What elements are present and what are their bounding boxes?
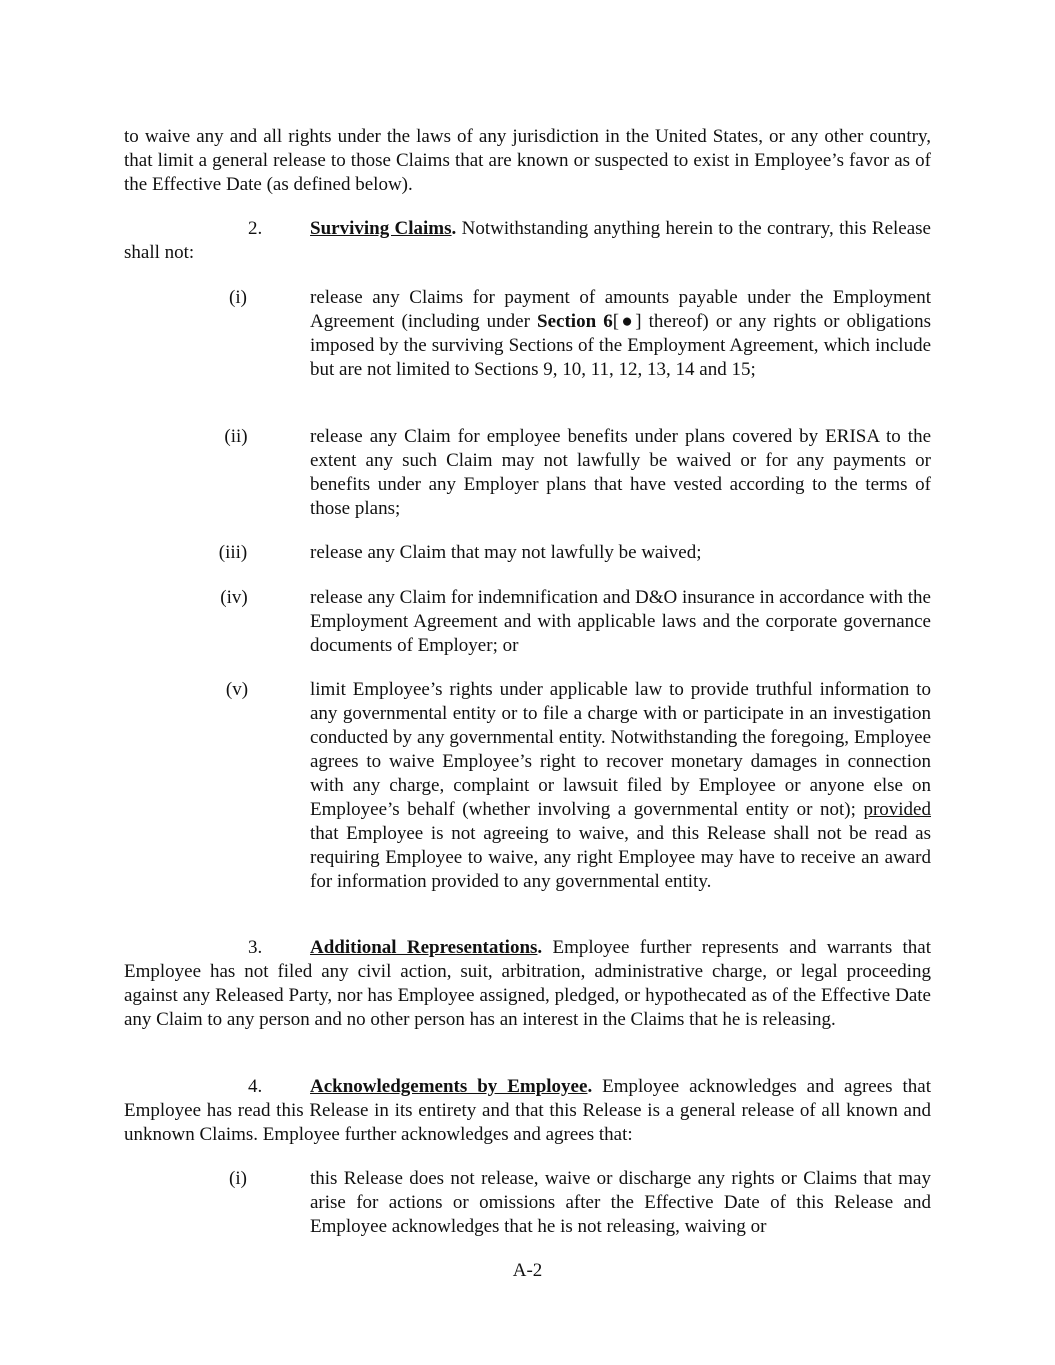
section-3-paragraph: Additional Representations. Employee further represents and warrants that Employee has not filed any civil action, suit, arbitration, administrative charge, or legal proceeding against any Released Party, nor has Employee assigned, pledged, or hypothecated as of the Effective Date any Claim to any person and no other person has an interest in the Claims that he is releasing. — [124, 937, 931, 1030]
section-4-paragraph: Acknowledgements by Employee. Employee acknowledges and agrees that Employee has read this Release in its entirety and that this Release is a general release of all known and unknown Claims. Employee further acknowledges and agrees that: — [124, 1076, 931, 1145]
item-2-i-text: release any Claims for payment of amounts payable under the Employment Agreement (including under Section 6[●] thereof) or any rights or obligations imposed by the surviving Sections of the Employment Agreement, which include but are not limited to Sections 9, 10, 11, 12, 13, 14 and 15; — [310, 287, 931, 380]
item-2-iv-number: (iv) — [220, 587, 248, 608]
item-2-ii-text: release any Claim for employee benefits under plans covered by ERISA to the extent any such Claim may not lawfully be waived or for any payments or benefits under any Employer plans that have vested according to the terms of those plans; — [310, 426, 931, 519]
section-2-text: Notwithstanding anything herein to the contrary, this Release shall not: — [124, 218, 931, 263]
item-2-ii-number: (ii) — [224, 426, 248, 447]
page-number: A-2 — [512, 1260, 543, 1281]
section-3-number: 3. — [248, 937, 263, 958]
item-2-iii-text: release any Claim that may not lawfully be waived; — [310, 542, 702, 563]
item-4-i-text: this Release does not release, waive or discharge any rights or Claims that may arise for actions or omissions after the Effective Date of this Release and Employee acknowledges that he is not releasing, waiving or — [310, 1168, 931, 1237]
section-2-paragraph: Surviving Claims. Notwithstanding anything herein to the contrary, this Release shall not: — [124, 218, 931, 263]
section-2-number: 2. — [248, 218, 263, 239]
item-2-iii-number: (iii) — [218, 542, 248, 563]
section-4-text: Employee acknowledges and agrees that Employee has read this Release in its entirety and that this Release is a general release of all known and unknown Claims. Employee further acknowledges and agrees that: — [124, 1076, 931, 1145]
item-4-i-number: (i) — [229, 1168, 247, 1189]
section-3-title: Additional Representations — [310, 937, 538, 958]
item-2-v-text: limit Employee’s rights under applicable law to provide truthful information to any governmental entity or to file a charge with or participate in an investigation conducted by any governmental entity. Notwithstanding the foregoing, Employee agrees to waive Employee’s right to recover monetary damages in connection with any charge, complaint or lawsuit filed by Employee or anyone else on Employee’s behalf (whether involving a governmental entity or not); provided that Employee is not agreeing to waive, and this Release shall not be read as requiring Employee to waive, any right Employee may have to receive an award for information provided to any governmental entity. — [310, 679, 931, 892]
item-2-i-number: (i) — [229, 287, 247, 308]
section-3-text: Employee further represents and warrants that Employee has not filed any civil action, suit, arbitration, administrative charge, or legal proceeding against any Released Party, nor has Employee assigned, pledged, or hypothecated as of the Effective Date any Claim to any person and no other person has an interest in the Claims that he is releasing. — [124, 937, 931, 1030]
item-2-v-number: (v) — [225, 679, 249, 700]
section-4-number: 4. — [248, 1076, 263, 1097]
provided-underlined: provided — [863, 799, 931, 820]
item-2-iv-text: release any Claim for indemnification and D&O insurance in accordance with the Employment Agreement and with applicable laws and the corporate governance documents of Employer; or — [310, 587, 931, 656]
section-2-title: Surviving Claims — [310, 218, 452, 239]
section-4-title: Acknowledgements by Employee — [310, 1076, 588, 1097]
intro-paragraph: to waive any and all rights under the laws of any jurisdiction in the United States, or any other country, that limit a general release to those Claims that are known or suspected to exist in Employee’s favor as of the Effective Date (as defined below). — [124, 126, 931, 195]
